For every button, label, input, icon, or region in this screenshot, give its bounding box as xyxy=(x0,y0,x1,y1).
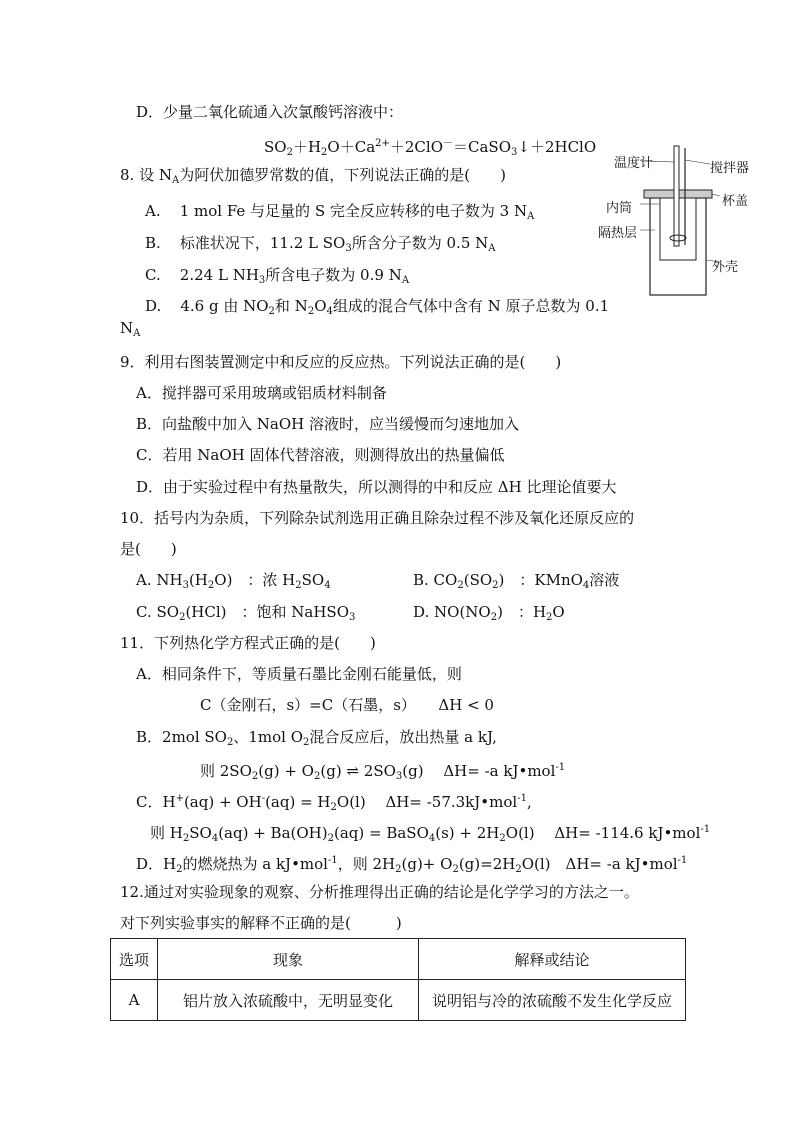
table-header-cell: 解释或结论 xyxy=(419,939,686,980)
q9-option-c: C．若用 NaOH 固体代替溶液，则测得放出的热量偏低 xyxy=(136,446,505,464)
table-cell: A xyxy=(111,980,158,1021)
q8-option-d-cont: $N_A$ xyxy=(120,319,141,339)
q11-option-c-line1: C．$H^+(aq) + OH^-(aq) = H_2O(l)$ ΔH= -57.3kJ•mol$^{-1}$, xyxy=(136,793,532,813)
q10-stem-line2: 是( ) xyxy=(120,540,177,558)
q10-stem-line1: 10．括号内为杂质，下列除杂试剂选用正确且除杂过程不涉及氧化还原反应的 xyxy=(120,509,635,527)
q10-option-c: C. $SO_2(HCl)$ ：饱和 NaHSO$_3$ xyxy=(136,603,356,623)
q11-option-b-line1: B．2mol $SO_2$、1mol $O_2$混合反应后，放出热量 a kJ, xyxy=(136,728,497,748)
table-header-cell: 现象 xyxy=(158,939,419,980)
table-row xyxy=(111,980,686,1021)
label-lid: 杯盖 xyxy=(722,194,749,209)
q12-stem-line2: 对下列实验事实的解释不正确的是( ) xyxy=(120,914,402,932)
label-shell: 外壳 xyxy=(712,260,739,275)
q9-stem: 9．利用右图装置测定中和反应的反应热。下列说法正确的是( ) xyxy=(120,353,562,371)
q10-option-b: B. $CO_2(SO_2)$ ：KMnO$_4$溶液 xyxy=(413,571,620,591)
q9-option-a: A．搅拌器可采用玻璃或铝质材料制备 xyxy=(136,384,387,402)
q9-option-d: D．由于实验过程中有热量散失，所以测得的中和反应 ΔH 比理论值要大 xyxy=(136,478,617,496)
table-header-cell: 选项 xyxy=(111,939,158,980)
q10-option-d: D. $NO(NO_2)$ ：$H_2O$ xyxy=(413,603,565,623)
table-header-row xyxy=(111,939,686,980)
q12-stem-line1: 12.通过对实验现象的观察、分析推理得出正确的结论是化学学习的方法之一。 xyxy=(120,883,639,901)
q8-stem: 8. 设 $N_A$为阿伏加德罗常数的值，下列说法正确的是( ) xyxy=(120,166,506,186)
q11-option-d: D．$H_2$的燃烧热为 a kJ•mol$^{-1}$，则 $2H_2(g)+ O_2(g)=2H_2O(l)$ ΔH= -a kJ•mol$^{-1}$ xyxy=(136,855,688,875)
q7-equation: $SO_2+H_2O+Ca^{2+}+2ClO^-=CaSO_3↓+2HClO$ xyxy=(264,138,597,158)
q7-option-d: D．少量二氧化硫通入次氯酸钙溶液中： xyxy=(136,103,404,121)
table-cell: 铝片放入浓硫酸中，无明显变化 xyxy=(158,980,419,1021)
label-insulation: 隔热层 xyxy=(598,226,638,241)
q11-option-b-line2: 则 $2SO_2(g) + O_2(g)$ ⇌ $2SO_3(g)$ ΔH= -a kJ•mol$^{-1}$ xyxy=(200,762,566,782)
q8-option-c: C. 2.24 L $NH_3$所含电子数为 0.9 $N_A$ xyxy=(145,266,410,286)
q9-option-b: B．向盐酸中加入 NaOH 溶液时，应当缓慢而匀速地加入 xyxy=(136,415,520,433)
q8-option-a: A. 1 mol Fe 与足量的 S 完全反应转移的电子数为 3 $N_A$ xyxy=(145,202,535,222)
table-cell: 说明铝与冷的浓硫酸不发生化学反应 xyxy=(419,980,686,1021)
label-thermometer: 温度计 xyxy=(614,156,654,171)
label-inner: 内筒 xyxy=(606,201,633,216)
thermometer xyxy=(674,146,679,246)
q11-option-a-line2: C（金刚石，s）=C（石墨，s） ΔH < 0 xyxy=(200,696,494,714)
q11-option-a-line1: A．相同条件下，等质量石墨比金刚石能量低，则 xyxy=(136,665,462,683)
label-stirrer: 搅拌器 xyxy=(710,161,750,176)
q11-stem: 11．下列热化学方程式正确的是( ) xyxy=(120,634,376,652)
q8-option-b: B. 标准状况下，11.2 L $SO_3$所含分子数为 0.5 $N_A$ xyxy=(145,234,496,254)
q12-table xyxy=(110,938,686,1021)
q10-option-a: A. $NH_3(H_2O)$ ：浓 $H_2SO_4$ xyxy=(136,571,331,591)
q11-option-c-line2: 则 $H_2SO_4(aq) + Ba(OH)_2(aq)$ = BaSO$_4$(s) + $2H_2O(l)$ ΔH= -114.6 kJ•mol$^{-1}$ xyxy=(150,824,711,844)
q8-option-d: D. 4.6 g 由 $NO_2$和 $N_2O_4$组成的混合气体中含有 N 原子总数为 0.1 xyxy=(145,297,610,317)
